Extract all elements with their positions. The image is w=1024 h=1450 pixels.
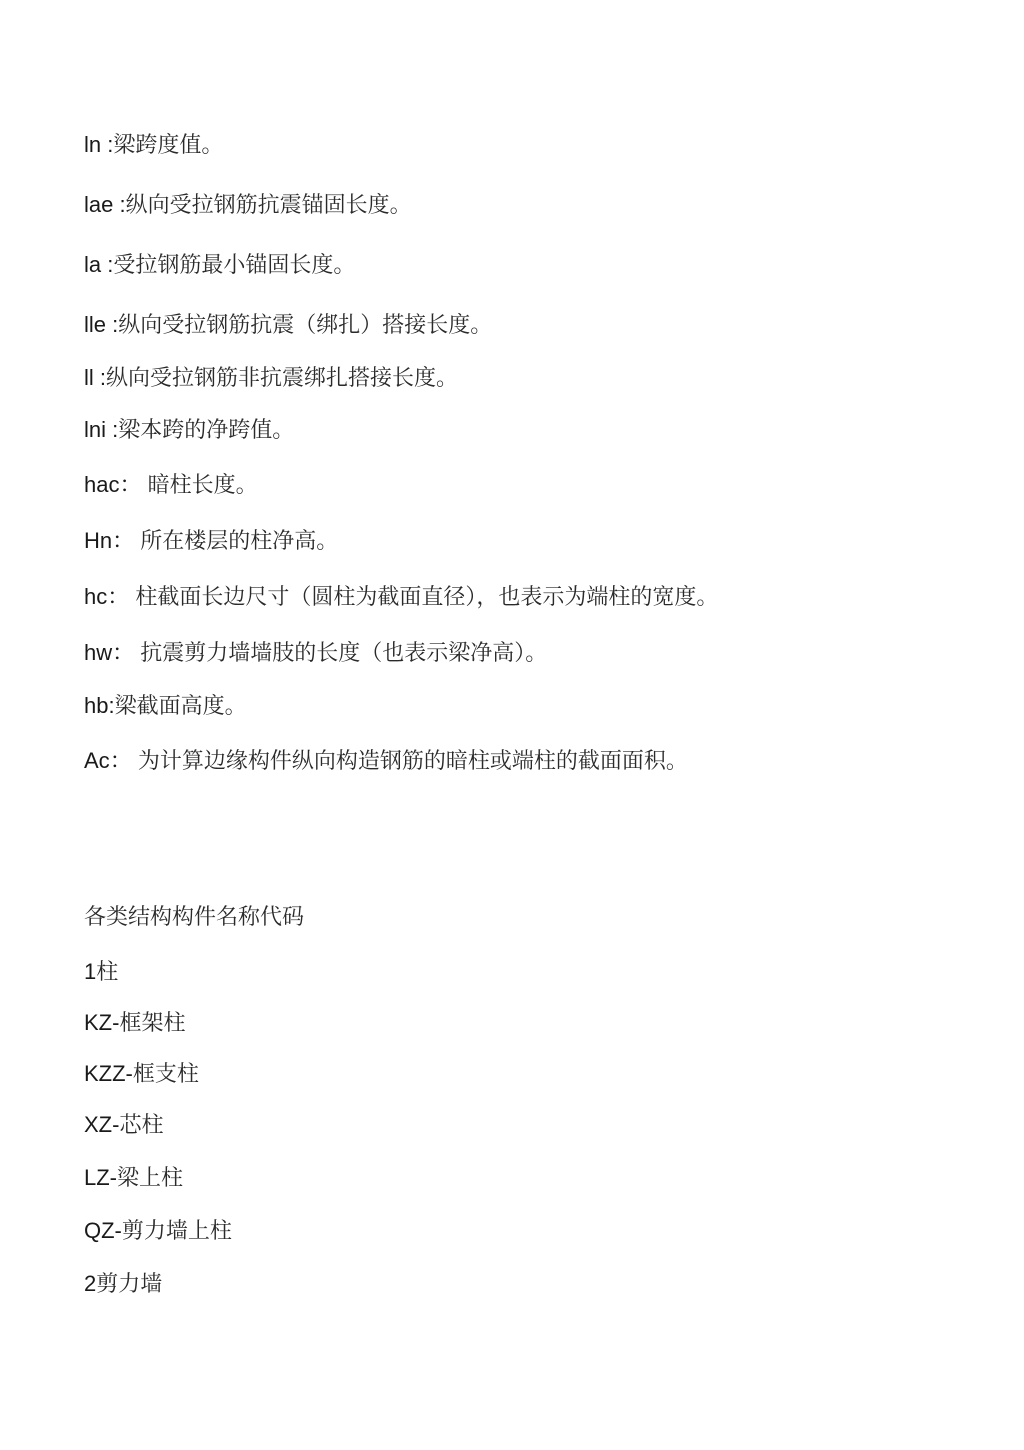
definition-term: Hn <box>84 528 113 553</box>
definition-line <box>84 638 547 669</box>
definition-line <box>84 363 458 394</box>
code-description: 梁上柱 <box>117 1166 184 1191</box>
definition-line <box>84 691 247 722</box>
code-label: 1 <box>84 959 97 984</box>
definition-line <box>84 190 412 221</box>
definition-term: hw <box>84 640 113 665</box>
definition-separator: ： <box>112 640 141 665</box>
code-description: 柱 <box>96 960 119 985</box>
code-description: 芯柱 <box>119 1113 164 1138</box>
definition-text: 梁截面高度。 <box>114 694 247 719</box>
definition-text: 受拉钢筋最小锚固长度。 <box>113 253 356 278</box>
definition-term: ln <box>84 132 102 157</box>
code-label: KZZ- <box>84 1061 133 1086</box>
definition-separator: : <box>113 192 126 217</box>
definition-term: hb <box>84 693 109 718</box>
code-item <box>84 1110 163 1141</box>
definition-text: 纵向受拉钢筋非抗震绑扎搭接长度。 <box>106 366 459 391</box>
definition-line <box>84 582 718 613</box>
definition-term: ll <box>84 365 94 390</box>
definition-line <box>84 250 355 281</box>
code-item <box>84 1008 185 1039</box>
definition-text: 为计算边缘构件纵向构造钢筋的暗柱或端柱的截面面积。 <box>137 749 688 774</box>
definition-separator: ： <box>107 584 136 609</box>
definition-text: 纵向受拉钢筋抗震锚固长度。 <box>125 193 412 218</box>
definition-separator: ： <box>119 472 148 497</box>
definition-separator: : <box>101 132 114 157</box>
definition-separator: : <box>101 252 114 277</box>
definition-term: hc <box>84 584 108 609</box>
definition-term: lae <box>84 192 114 217</box>
definition-separator: ： <box>109 748 138 773</box>
code-item <box>84 1059 199 1090</box>
definition-text: 抗震剪力墙墙肢的长度（也表示梁净高）。 <box>140 641 548 666</box>
definition-line <box>84 415 294 446</box>
code-description: 框架柱 <box>119 1011 186 1036</box>
definition-separator: : <box>108 693 115 718</box>
definition-term: hac <box>84 472 120 497</box>
definition-text: 柱截面长边尺寸（圆柱为截面直径），也表示为端柱的宽度。 <box>135 585 719 610</box>
definition-text: 梁本跨的净跨值。 <box>118 418 295 443</box>
definition-text: 纵向受拉钢筋抗震（绑扎）搭接长度。 <box>118 313 493 338</box>
definition-text: 暗柱长度。 <box>147 473 258 498</box>
definition-line <box>84 310 492 341</box>
code-description: 剪力墙上柱 <box>121 1219 232 1244</box>
code-item <box>84 1163 183 1194</box>
code-label: KZ- <box>84 1010 120 1035</box>
definition-line <box>84 130 223 161</box>
code-label: QZ- <box>84 1218 122 1243</box>
code-label: 2 <box>84 1271 97 1296</box>
code-description: 框支柱 <box>132 1062 199 1087</box>
definition-separator: : <box>106 312 119 337</box>
code-label: XZ- <box>84 1112 120 1137</box>
definition-term: lni <box>84 417 107 442</box>
definition-line <box>84 526 338 557</box>
definition-term: Ac <box>84 748 110 773</box>
code-label: LZ- <box>84 1165 117 1190</box>
definition-separator: : <box>106 417 119 442</box>
definition-separator: ： <box>112 528 141 553</box>
definition-text: 所在楼层的柱净高。 <box>140 529 339 554</box>
code-item <box>84 1216 232 1247</box>
code-item <box>84 957 118 988</box>
definition-term: lle <box>84 312 107 337</box>
definition-text: 梁跨度值。 <box>113 133 224 158</box>
code-description: 剪力墙 <box>96 1272 163 1297</box>
section-heading: 各类结构构件名称代码 <box>84 905 305 930</box>
definition-line <box>84 470 258 501</box>
definition-term: la <box>84 252 102 277</box>
code-item <box>84 1269 162 1300</box>
definition-line <box>84 746 688 777</box>
definition-separator: : <box>93 365 107 390</box>
